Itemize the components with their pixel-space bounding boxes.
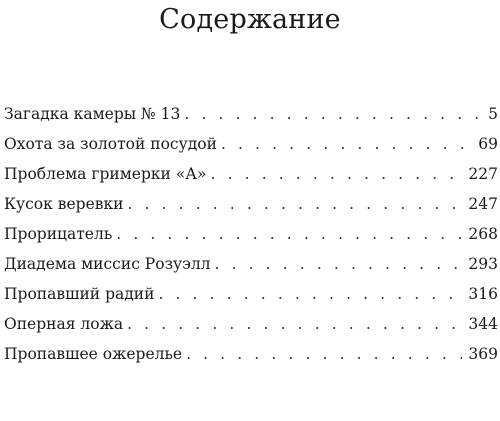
toc-entry (4, 315, 498, 345)
toc-entry-title: Пропавшее ожерелье (4, 345, 183, 363)
dot-leader (116, 225, 462, 243)
toc-entry (4, 255, 498, 285)
toc-entry-page: 5 (488, 105, 498, 123)
toc-entry-page: 227 (468, 165, 498, 183)
toc-entry (4, 195, 498, 225)
toc-entry-page: 316 (468, 285, 498, 303)
toc-entry-title: Охота за золотой посудой (4, 135, 217, 153)
toc-entry-page: 69 (478, 135, 498, 153)
dot-leader (186, 345, 462, 363)
toc-entry (4, 345, 498, 375)
toc-entry-title: Проблема гримерки «А» (4, 165, 207, 183)
toc-entry-title: Загадка камеры № 13 (4, 105, 181, 123)
dot-leader (158, 285, 462, 303)
toc-entry-title: Прорицатель (4, 225, 113, 243)
toc-entry (4, 165, 498, 195)
dot-leader (127, 195, 462, 213)
toc-entry-title: Пропавший радий (4, 285, 155, 303)
toc-entry (4, 285, 498, 315)
dot-leader (211, 165, 463, 183)
toc-entry-title: Оперная ложа (4, 315, 124, 333)
toc-entry-page: 344 (468, 315, 498, 333)
table-of-contents (4, 105, 498, 375)
toc-entry (4, 225, 498, 255)
toc-entry-page: 293 (468, 255, 498, 273)
toc-entry-page: 369 (468, 345, 498, 363)
toc-entry (4, 135, 498, 165)
dot-leader (127, 315, 462, 333)
toc-entry-title: Кусок веревки (4, 195, 124, 213)
page-title: Содержание (159, 4, 341, 35)
dot-leader (221, 135, 472, 153)
dot-leader (215, 255, 463, 273)
toc-entry (4, 105, 498, 135)
toc-entry-page: 268 (468, 225, 498, 243)
toc-entry-page: 247 (468, 195, 498, 213)
dot-leader (184, 105, 482, 123)
toc-entry-title: Диадема миссис Розуэлл (4, 255, 211, 273)
